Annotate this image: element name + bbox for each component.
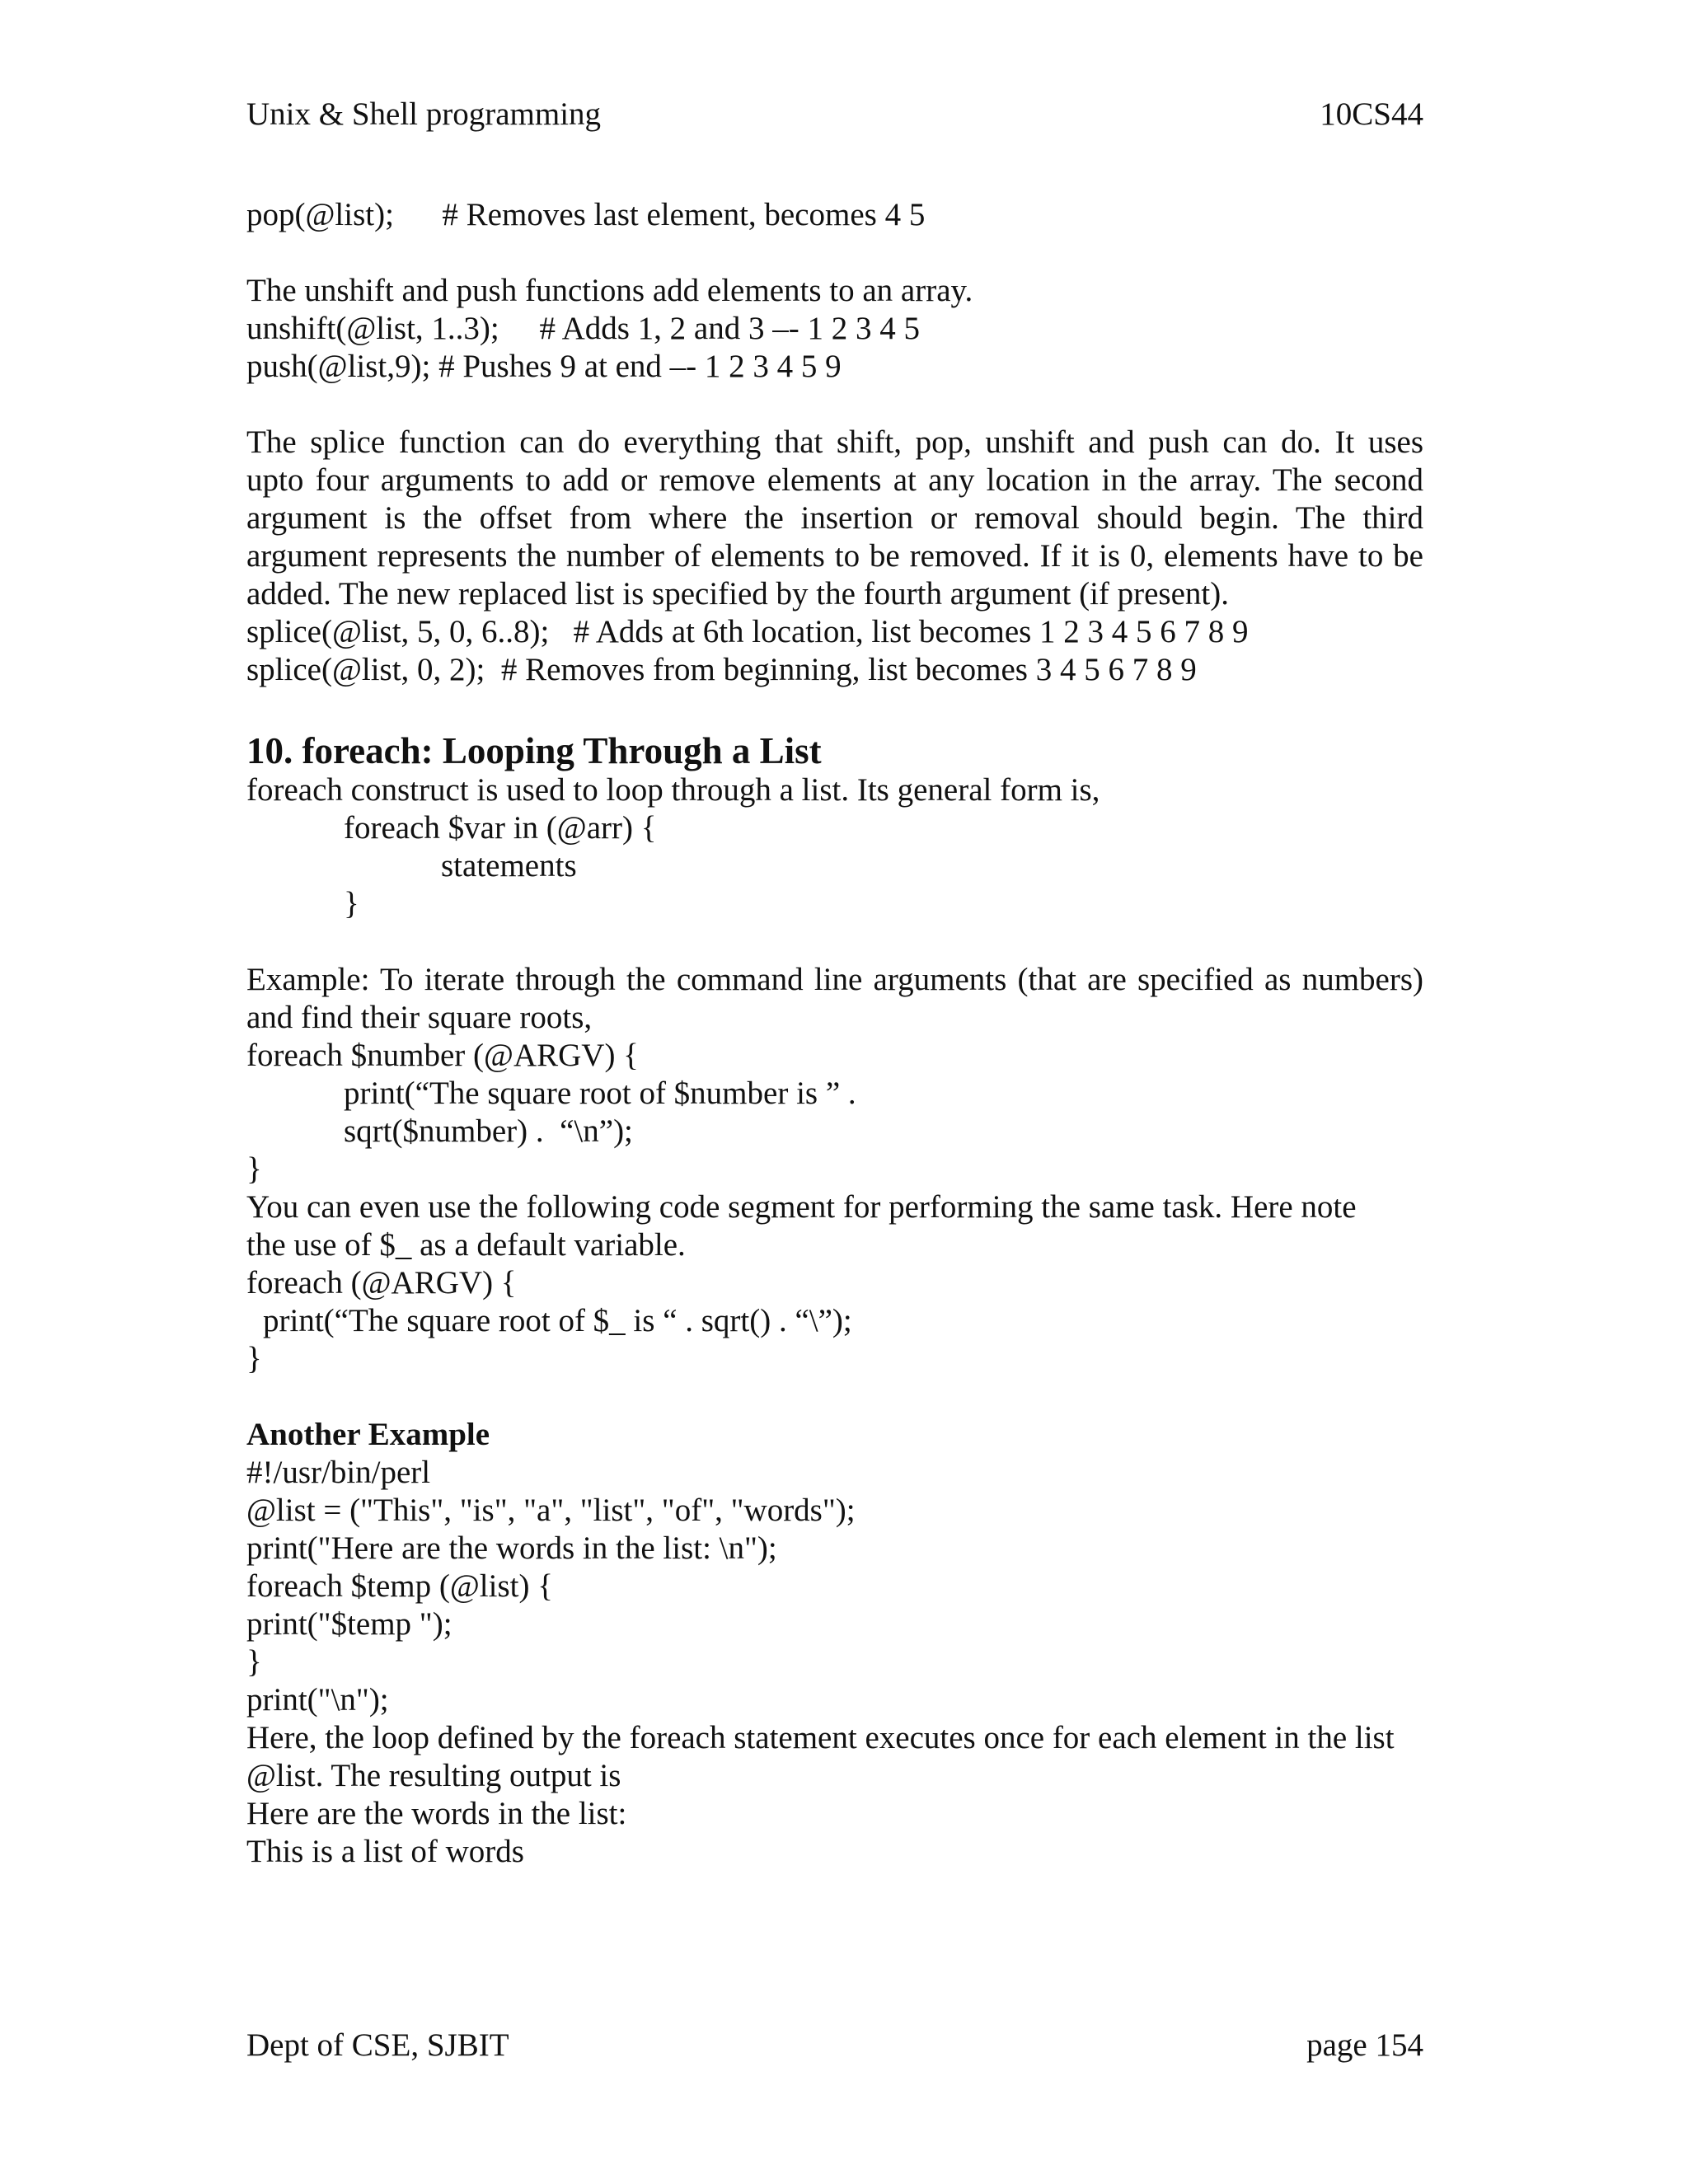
output-line: This is a list of words [246, 1834, 524, 1869]
code-line: print("Here are the words in the list: \n"); [246, 1530, 777, 1566]
paragraph-line: and find their square roots, [246, 1000, 593, 1035]
header-title: Unix & Shell programming [246, 96, 602, 132]
output-line: Here are the words in the list: [246, 1796, 627, 1831]
code-line: splice(@list, 0, 2); # Removes from beginning, list becomes 3 4 5 6 7 8 9 [246, 652, 1197, 687]
spacer [246, 689, 1423, 722]
spacer [246, 234, 1423, 272]
spacer [246, 1378, 1423, 1416]
spacer [246, 386, 1423, 424]
paragraph-line: You can even use the following code segment for performing the same task. Here note [246, 1189, 1357, 1225]
code-line: push(@list,9); # Pushes 9 at end –- 1 2 3 4 5 9 [246, 349, 842, 384]
code-line: splice(@list, 5, 0, 6..8); # Adds at 6th location, list becomes 1 2 3 4 5 6 7 8 9 [246, 614, 1249, 649]
subheading: Another Example [246, 1417, 490, 1452]
page-footer [246, 2027, 1423, 2064]
paragraph-line: argument represents the number of elements to be removed. If it is 0, elements have to be [246, 538, 1423, 574]
code-line: foreach $number (@ARGV) { [246, 1038, 639, 1073]
spacer [246, 923, 1423, 961]
page-header [246, 96, 1423, 134]
code-line: foreach $temp (@list) { [246, 1568, 553, 1604]
code-line: print("$temp "); [246, 1606, 452, 1642]
code-line: @list = ("This", "is", "a", "list", "of", "words"); [246, 1493, 856, 1528]
footer-page-number: page 154 [1306, 2027, 1423, 2063]
text-line: The unshift and push functions add elements to an array. [246, 273, 973, 308]
paragraph-line: upto four arguments to add or remove elements at any location in the array. The second [246, 462, 1423, 498]
paragraph-line: Here, the loop defined by the foreach statement executes once for each element in the list [246, 1720, 1395, 1755]
code-line: print(“The square root of $_ is “ . sqrt() . “\”); [263, 1303, 852, 1338]
paragraph-line: The splice function can do everything that shift, pop, unshift and push can do. It uses [246, 424, 1423, 460]
paragraph-line: @list. The resulting output is [246, 1758, 621, 1793]
code-line: foreach (@ARGV) { [246, 1265, 517, 1301]
code-line: } [344, 886, 359, 921]
code-line: } [246, 1644, 262, 1680]
code-line: print(“The square root of $number is ” . [344, 1076, 856, 1111]
paragraph-line: the use of $_ as a default variable. [246, 1227, 686, 1263]
code-line: unshift(@list, 1..3); # Adds 1, 2 and 3 –- 1 2 3 4 5 [246, 311, 920, 346]
code-line: pop(@list); # Removes last element, becomes 4 5 [246, 197, 926, 232]
header-course-code: 10CS44 [1320, 96, 1423, 132]
code-line: sqrt($number) . “\n”); [344, 1113, 633, 1149]
code-line: } [246, 1151, 262, 1187]
code-line: } [246, 1341, 262, 1376]
page-body [246, 196, 1423, 1871]
text-line: foreach construct is used to loop through a list. Its general form is, [246, 772, 1100, 808]
code-line: foreach $var in (@arr) { [344, 810, 657, 846]
footer-department: Dept of CSE, SJBIT [246, 2027, 509, 2063]
paragraph-line: added. The new replaced list is specified by the fourth argument (if present). [246, 576, 1229, 612]
code-line: #!/usr/bin/perl [246, 1455, 431, 1490]
code-line: print("\n"); [246, 1682, 389, 1718]
code-line: statements [441, 848, 577, 883]
paragraph-line: Example: To iterate through the command line arguments (that are specified as numbers) [246, 962, 1423, 997]
section-heading: 10. foreach: Looping Through a List [246, 730, 822, 771]
paragraph-line: argument is the offset from where the insertion or removal should begin. The third [246, 500, 1423, 536]
